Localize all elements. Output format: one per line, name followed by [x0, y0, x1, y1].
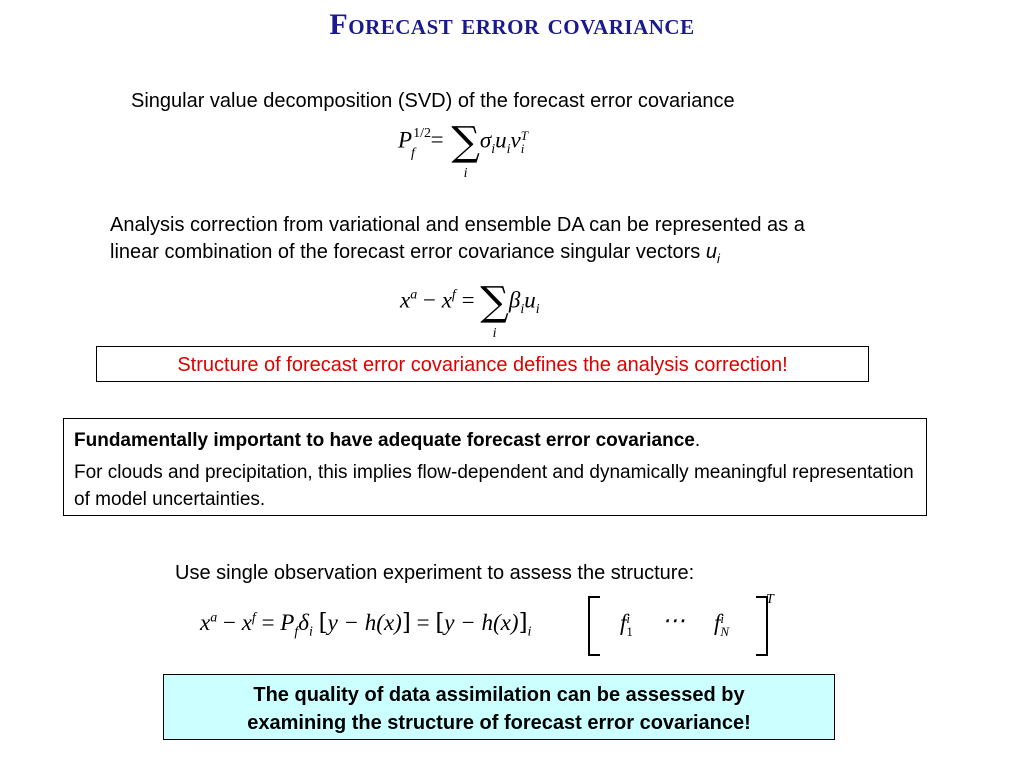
structure-callout-box: Structure of forecast error covariance defines the analysis correction!: [96, 346, 869, 382]
analysis-text: Analysis correction from variational and ensemble DA can be represented as a linear combination of the forecast error covariance singular vectors $u_i$: [110, 214, 805, 266]
transpose-symbol: T: [766, 592, 774, 607]
fundamental-box: Fundamentally important to have adequate forecast error covariance. For clouds and precipitation, this implies flow-dependent and dynamically meaningful representation of model uncertainties.: [63, 418, 927, 516]
svd-intro-text: Singular value decomposition (SVD) of the forecast error covariance: [131, 90, 735, 112]
clouds-text: For clouds and precipitation, this implies flow-dependent and dynamically meaningful representation of model uncertainties.: [74, 462, 914, 510]
single-obs-text: Use single observation experiment to assess the structure:: [175, 562, 695, 584]
sum-symbol: ∑: [480, 279, 509, 325]
analysis-equation: $x^a - x^f$ = ∑ i $\beta_iu_i$: [400, 279, 540, 341]
sum-symbol: ∑: [451, 119, 480, 165]
fundamental-bold-text: Fundamentally important to have adequate forecast error covariance: [74, 430, 695, 451]
single-obs-equation: $x^a - x^f = P_f\delta_i$ $[y - h(x)] = [y - h(x)]_i$: [200, 610, 532, 640]
svd-equation: $P^{1/2}_f$ = ∑ i $\sigma_iu_iv$ T i: [398, 119, 528, 181]
page-title: Forecast error covariance: [329, 8, 695, 41]
matrix-bracket: f i 1 ⋯ f i N: [588, 596, 768, 656]
quality-callout-box: The quality of data assimilation can be assessed by examining the structure of forecast error covariance!: [163, 674, 835, 740]
